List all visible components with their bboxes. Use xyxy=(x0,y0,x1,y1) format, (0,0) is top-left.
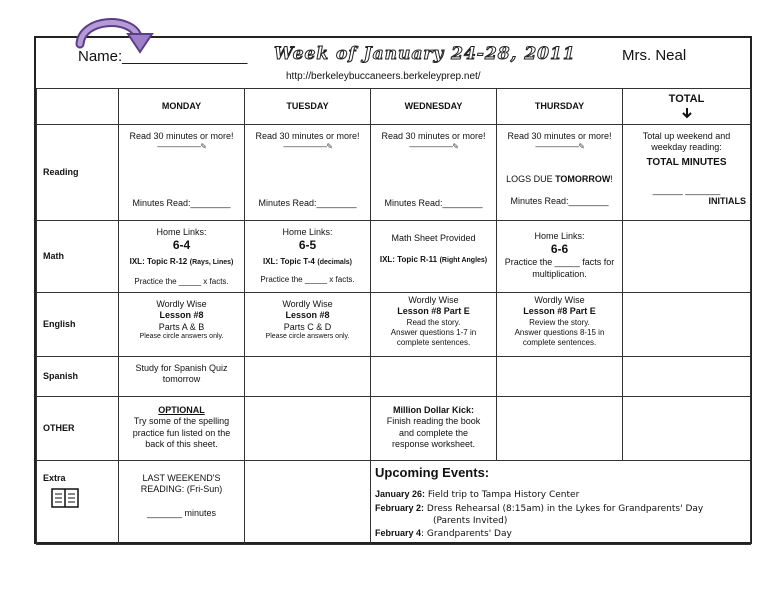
english-story: Review the story. xyxy=(529,317,590,327)
extra-line: LAST WEEKEND'S xyxy=(142,473,221,483)
pencil-icon: ✎ xyxy=(200,142,206,152)
other-line: and complete the xyxy=(398,427,469,438)
practice-facts[interactable]: Practice the _____ x facts. xyxy=(260,275,355,284)
english-questions-cont: complete sentences. xyxy=(396,337,471,347)
english-wednesday xyxy=(371,293,497,357)
header-total xyxy=(623,89,751,125)
home-links-label: Home Links: xyxy=(282,227,333,237)
english-parts: Parts C & D xyxy=(283,321,332,332)
reading-dashes: --------------------------✎ xyxy=(409,142,458,152)
math-thursday xyxy=(497,221,623,293)
spanish-monday xyxy=(119,357,245,397)
header-thursday: THURSDAY xyxy=(497,89,623,125)
spanish-row xyxy=(37,357,751,397)
event-item: (Parents Invited) xyxy=(433,515,508,526)
english-line: Wordly Wise xyxy=(156,299,207,309)
other-line: back of this sheet. xyxy=(145,438,218,449)
english-questions: Answer questions 1-7 in xyxy=(390,327,477,337)
logs-due: LOGS DUE TOMORROW! xyxy=(506,174,613,185)
ixl-topic: IXL: Topic R-12 (Rays, Lines) xyxy=(129,257,234,267)
ixl-topic: IXL: Topic T-4 (decimals) xyxy=(263,257,352,267)
reading-thursday xyxy=(497,125,623,221)
reading-row xyxy=(37,125,751,221)
subject-english: English xyxy=(37,293,119,357)
arrow-down-icon xyxy=(681,107,693,119)
english-lesson: Lesson #8 xyxy=(159,310,204,321)
other-wednesday xyxy=(371,397,497,461)
initials-label: INITIALS xyxy=(708,196,746,207)
home-links-number: 6-6 xyxy=(550,242,569,257)
teacher-name: Mrs. Neal xyxy=(622,47,687,64)
english-thursday xyxy=(497,293,623,357)
pencil-icon: ✎ xyxy=(326,142,332,152)
subject-reading: Reading xyxy=(37,125,119,221)
subject-extra xyxy=(37,461,119,545)
class-url[interactable]: http://berkeleybuccaneers.berkeleyprep.net/ xyxy=(286,71,481,82)
header-wednesday: WEDNESDAY xyxy=(371,89,497,125)
million-dollar-kick: Million Dollar Kick: xyxy=(392,405,474,415)
total-minutes-label: TOTAL MINUTES xyxy=(646,156,727,168)
reading-monday xyxy=(119,125,245,221)
extra-tuesday xyxy=(245,461,371,545)
other-tuesday xyxy=(245,397,371,461)
english-note: Please circle answers only. xyxy=(265,332,350,340)
practice-facts[interactable]: Practice the _____ facts for xyxy=(504,257,615,268)
other-row xyxy=(37,397,751,461)
math-row xyxy=(37,221,751,293)
english-line: Wordly Wise xyxy=(282,299,333,309)
reading-task: Read 30 minutes or more! xyxy=(507,131,612,141)
pencil-icon: ✎ xyxy=(452,142,458,152)
math-tuesday xyxy=(245,221,371,293)
other-total xyxy=(623,397,751,461)
other-line: Finish reading the book xyxy=(386,416,481,427)
events-title: Upcoming Events: xyxy=(375,465,490,480)
minutes-read-field[interactable]: Minutes Read:________ xyxy=(384,198,483,209)
weekend-minutes-field[interactable]: _______ minutes xyxy=(146,507,217,518)
other-thursday xyxy=(497,397,623,461)
total-blanks[interactable]: ______ _______ xyxy=(652,185,721,195)
event-item: February 2: Dress Rehearsal (8:15am) in the Lykes for Grandparents' Day xyxy=(375,502,704,514)
reading-tuesday xyxy=(245,125,371,221)
upcoming-events xyxy=(371,461,751,545)
minutes-read-field[interactable]: Minutes Read:________ xyxy=(258,198,357,209)
reading-dashes: --------------------------✎ xyxy=(283,142,332,152)
header-monday: MONDAY xyxy=(119,89,245,125)
reading-task: Read 30 minutes or more! xyxy=(255,131,360,141)
home-links-label: Home Links: xyxy=(534,231,585,241)
spanish-tuesday xyxy=(245,357,371,397)
corner-cell xyxy=(37,89,119,125)
header-tuesday: TUESDAY xyxy=(245,89,371,125)
extra-line: READING: (Fri-Sun) xyxy=(140,484,223,495)
math-monday xyxy=(119,221,245,293)
reading-wednesday xyxy=(371,125,497,221)
home-links-number: 6-5 xyxy=(298,238,317,253)
practice-facts[interactable]: Practice the _____ x facts. xyxy=(134,277,229,286)
reading-dashes: --------------------------✎ xyxy=(157,142,206,152)
minutes-read-field[interactable]: Minutes Read:________ xyxy=(510,195,609,206)
math-total xyxy=(623,221,751,293)
math-sheet: Math Sheet Provided xyxy=(391,233,476,243)
english-lesson: Lesson #8 xyxy=(285,310,330,321)
math-wednesday xyxy=(371,221,497,293)
event-item: January 26: Field trip to Tampa History Center xyxy=(375,489,580,501)
event-item: February 4: Grandparents' Day xyxy=(375,528,512,539)
extra-row xyxy=(37,461,751,545)
english-line: Wordly Wise xyxy=(534,295,585,305)
home-links-label: Home Links: xyxy=(156,227,207,237)
reading-task: Read 30 minutes or more! xyxy=(381,131,486,141)
english-lesson: Lesson #8 Part E xyxy=(523,306,596,317)
english-parts: Parts A & B xyxy=(158,321,205,332)
practice-facts-cont: multiplication. xyxy=(532,268,587,279)
week-title: Week of January 24-28, 2011 xyxy=(274,44,576,64)
total-instruction-1: Total up weekend and xyxy=(642,131,731,141)
english-row xyxy=(37,293,751,357)
ixl-topic: IXL: Topic R-11 (Right Angles) xyxy=(379,255,488,265)
spanish-wednesday xyxy=(371,357,497,397)
english-total xyxy=(623,293,751,357)
subject-math: Math xyxy=(37,221,119,293)
book-icon xyxy=(51,488,79,508)
extra-monday xyxy=(119,461,245,545)
minutes-read-field[interactable]: Minutes Read:________ xyxy=(132,198,231,209)
english-story: Read the story. xyxy=(406,317,461,327)
home-links-number: 6-4 xyxy=(172,238,191,253)
english-monday xyxy=(119,293,245,357)
extra-label: Extra xyxy=(43,473,66,483)
spanish-task: Study for Spanish Quiz xyxy=(135,363,228,373)
total-label: TOTAL xyxy=(668,93,705,105)
spanish-total xyxy=(623,357,751,397)
other-line: response worksheet. xyxy=(391,438,476,449)
subject-other: OTHER xyxy=(37,397,119,461)
homework-grid xyxy=(36,88,751,545)
subject-spanish: Spanish xyxy=(37,357,119,397)
english-note: Please circle answers only. xyxy=(139,332,224,340)
pencil-icon: ✎ xyxy=(578,142,584,152)
other-monday xyxy=(119,397,245,461)
name-field[interactable]: Name:_______________ xyxy=(78,48,248,65)
spanish-thursday xyxy=(497,357,623,397)
english-lesson: Lesson #8 Part E xyxy=(397,306,470,317)
english-line: Wordly Wise xyxy=(408,295,459,305)
total-instruction-2: weekday reading: xyxy=(651,142,722,153)
english-questions-cont: complete sentences. xyxy=(522,337,597,347)
reading-total xyxy=(623,125,751,221)
english-questions: Answer questions 8-15 in xyxy=(514,327,605,337)
spanish-task-cont: tomorrow xyxy=(162,374,201,385)
reading-dashes: --------------------------✎ xyxy=(535,142,584,152)
optional-label: OPTIONAL xyxy=(158,405,205,415)
day-header-row xyxy=(37,89,751,125)
reading-task: Read 30 minutes or more! xyxy=(129,131,234,141)
english-tuesday xyxy=(245,293,371,357)
other-line: practice fun listed on the xyxy=(132,427,231,438)
other-line: Try some of the spelling xyxy=(133,416,230,427)
